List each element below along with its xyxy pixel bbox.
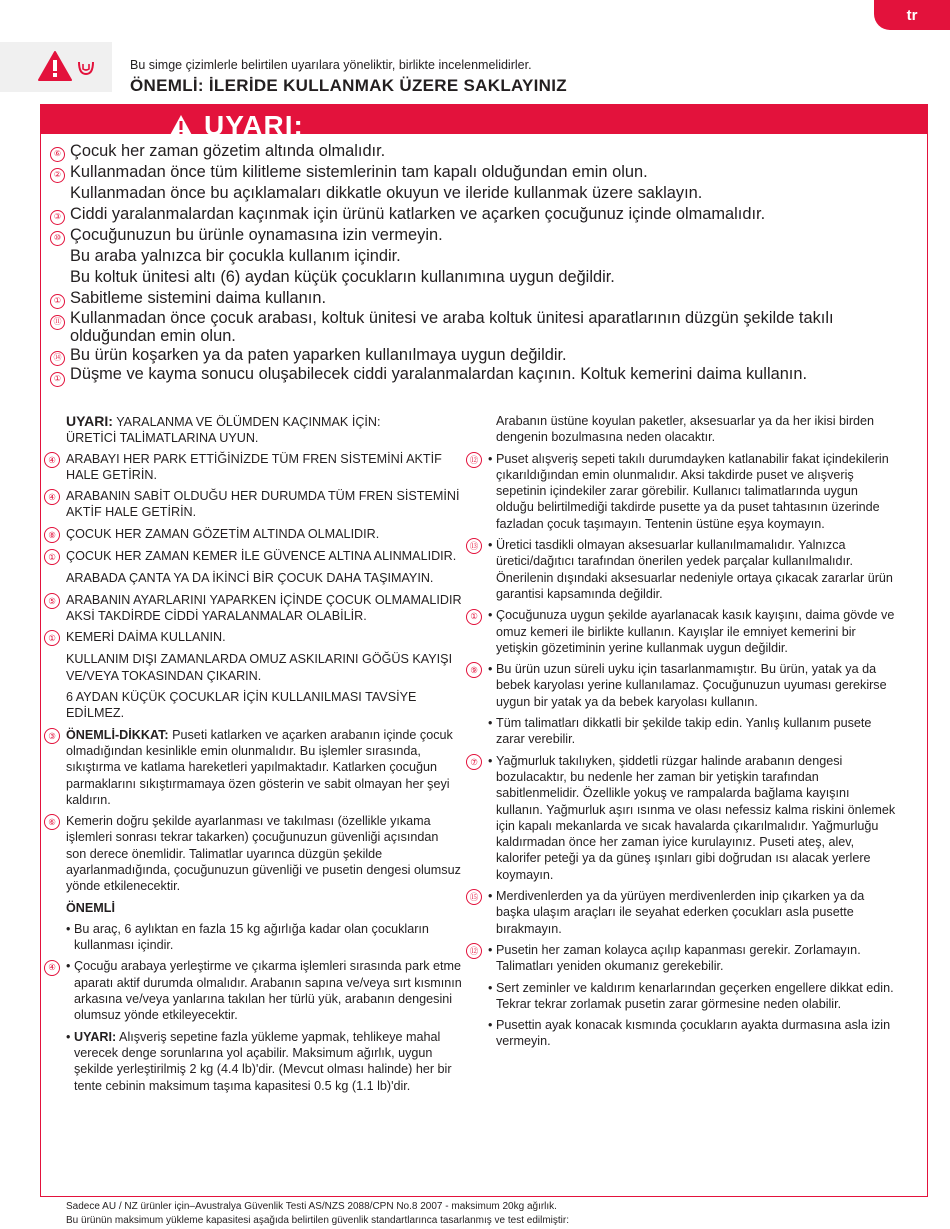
list-item-text: KEMERİ DAİMA KULLANIN.	[66, 630, 226, 645]
main-warning-text: Sabitleme sistemini daima kullanın.	[70, 289, 326, 307]
warning-subheading: ÜRETİCİ TALİMATLARINA UYUN.	[66, 431, 259, 446]
main-warning	[50, 309, 910, 345]
banner-title: UYARI:	[204, 110, 304, 134]
bullet-text: Puset alışveriş sepeti takılı durumdayken katlanabilir fakat içindekilerin çıkarıldığından emin olunmalıdır. Aksi takdirde puset ve alışveriş sepetinin içindekiler zarar görebilir. Kullanıcı talimatlarında uygun olduğu belirtilmediği takdirde pusette ya da puset tahtasının üzerinde fazladan çocuk taşımayın. Tentenin üstüne eşya koymayın.	[496, 451, 889, 531]
list-item-text: ARABADA ÇANTA YA DA İKİNCİ BİR ÇOCUK DAHA TAŞIMAYIN.	[66, 571, 434, 586]
dikkat-text: Puseti katlarken ve açarken arabanın içinde çocuk olmadığından kesinlikle emin olunmalıdır. Bu işlemler sırasında, sıkıştırma ve katlama hareketleri yapılmaktadır. Katlarken çocuğun parmaklarını sıkıştırmamaya özen gösterin ve sabit olmayan her şeyi kaldırın.	[66, 727, 453, 807]
main-warnings	[50, 141, 910, 387]
list-item	[466, 413, 896, 446]
warning-number-icon: ①	[50, 294, 65, 309]
bullet-item	[466, 661, 896, 710]
main-warning	[50, 345, 910, 366]
footer-line-1: Sadece AU / NZ ürünler için–Avustralya Güvenlik Testi AS/NZS 2088/CPN No.8 2007 - maksimum 20kg ağırlık.	[66, 1201, 557, 1212]
warning-number-icon: ⑩	[50, 231, 65, 246]
banner-warning-icon	[168, 114, 194, 134]
list-item	[44, 548, 462, 565]
bullet-icon: •	[488, 889, 493, 904]
warning-number-icon: ⑥	[50, 147, 65, 162]
main-warning	[50, 246, 910, 267]
onemli-heading	[44, 900, 462, 916]
list-item-text: KULLANIM DIŞI ZAMANLARDA OMUZ ASKILARINI GÖĞÜS KAYIŞI VE/VEYA TOKASINDAN ÇIKARIN.	[66, 652, 453, 683]
warning-number-icon: ⑨	[466, 662, 482, 678]
list-item	[44, 727, 462, 808]
main-warning-text: Bu koltuk ünitesi altı (6) aydan küçük çocukların kullanımına uygun değildir.	[70, 268, 615, 286]
main-warning	[50, 366, 910, 387]
child-seat-icon	[76, 58, 96, 78]
main-warning	[50, 225, 910, 246]
warning-heading-text: YARALANMA VE ÖLÜMDEN KAÇINMAK İÇİN:	[116, 415, 381, 429]
list-item-text: Arabanın üstüne koyulan paketler, aksesuarlar ya da her ikisi birden dengenin bozulmasına neden olacaktır.	[496, 414, 875, 445]
bullet-item	[466, 607, 896, 656]
list-item-text: ARABAYI HER PARK ETTİĞİNİZDE TÜM FREN SİSTEMİNİ AKTİF HALE GETİRİN.	[66, 451, 442, 482]
warning-heading	[66, 413, 462, 447]
warning-number-icon: ①	[44, 549, 60, 565]
bullet-item	[466, 537, 896, 602]
bullet-text: Merdivenlerden ya da yürüyen merdivenlerden inip çıkarken ya da başka ulaşım araçları ile seyahat ederken çocukları asla pusette bırakmayın.	[496, 889, 865, 936]
warning-number-icon: ⑭	[50, 351, 65, 366]
language-tab	[874, 0, 950, 30]
warning-number-icon: ⑪	[50, 315, 65, 330]
dikkat-label: ÖNEMLİ-DİKKAT:	[66, 727, 169, 742]
warning-number-icon: ④	[44, 489, 60, 505]
bullet-item	[44, 1029, 462, 1094]
warning-number-icon: ①	[50, 372, 65, 387]
bullet-icon: •	[66, 921, 71, 936]
bullet-item	[44, 921, 462, 954]
main-warning-text: Kullanmadan önce bu açıklamaları dikkatle okuyun ve ileride kullanmak üzere saklayın.	[70, 184, 703, 202]
bullet-text: Pusettin ayak konacak kısmında çocukların ayakta durmasına asla izin vermeyin.	[496, 1018, 891, 1049]
footer-line-2: Bu ürünün maksimum yükleme kapasitesi aşağıda belirtilen güvenlik standartlarınca tasarlanmış ve test edilmiştir:	[66, 1214, 570, 1226]
warning-number-icon: ①	[466, 609, 482, 625]
bullet-text: Sert zeminler ve kaldırım kenarlarından geçerken engellere dikkat edin. Tekrar tekrar zorlamak pusetin zarar görmesine neden olabilir.	[496, 980, 894, 1011]
language-tab-label: tr	[906, 6, 918, 24]
bullet-icon: •	[66, 1029, 71, 1044]
main-warning-text: Çocuk her zaman gözetim altında olmalıdır.	[70, 142, 386, 160]
bullet-item	[466, 942, 896, 975]
main-warning	[50, 204, 910, 225]
warning-number-icon: ④	[44, 960, 60, 976]
bullet-icon: •	[488, 1018, 493, 1033]
bullet-icon: •	[488, 608, 493, 623]
list-item-text: Kemerin doğru şekilde ayarlanması ve takılması (özellikle yıkama işlemleri sonrası tekrar takarken) çocuğunuzun güvenliği açısından son derece önemlidir. Talimatlar uyarınca düzgün şekilde ayarlanmadığında, çocuğunuzun güvenliği ve pusetin dengesi olumsuz yönde etkilenecektir.	[66, 814, 461, 894]
left-column	[44, 413, 462, 1099]
warning-triangle-icon	[38, 50, 72, 82]
warning-number-icon: ⑤	[44, 593, 60, 609]
bullet-label: UYARI:	[74, 1029, 117, 1044]
bullet-icon: •	[488, 538, 493, 553]
list-item	[44, 629, 462, 646]
warning-number-icon: ⑫	[466, 943, 482, 959]
list-item-text: 6 AYDAN KÜÇÜK ÇOCUKLAR İÇİN KULLANILMASI TAVSİYE EDİLMEZ.	[66, 690, 417, 721]
list-item	[44, 451, 462, 484]
main-warning	[50, 141, 910, 162]
warning-label: UYARI:	[66, 413, 113, 429]
keep-title: ÖNEMLİ: İLERİDE KULLANMAK ÜZERE SAKLAYINIZ	[130, 76, 567, 92]
warning-number-icon: ③	[50, 210, 65, 225]
warning-number-icon: ④	[44, 452, 60, 468]
main-warning-text: Kullanmadan önce tüm kilitleme sistemlerinin tam kapalı olduğundan emin olun.	[70, 163, 648, 181]
warning-number-icon: ①	[44, 630, 60, 646]
main-warning-text: Bu araba yalnızca bir çocukla kullanım içindir.	[70, 247, 401, 265]
list-item-text: ARABANIN AYARLARINI YAPARKEN İÇİNDE ÇOCUK OLMAMALIDIR AKSİ TAKDİRDE CİDDİ YARALANMALAR OLABİLİR.	[66, 592, 462, 623]
warning-number-icon: ②	[50, 168, 65, 183]
warning-number-icon: ⑫	[466, 452, 482, 468]
list-item-text: ÇOCUK HER ZAMAN KEMER İLE GÜVENCE ALTINA ALINMALIDIR.	[66, 549, 457, 564]
list-item	[44, 592, 462, 625]
bullet-text: Bu ürün uzun süreli uyku için tasarlanmamıştır. Bu ürün, yatak ya da bebek karyolası yerine kullanılamaz. Çocuğunuzun uyuması gerekirse uygun bir yatak ya da bebek karyolası kullanın.	[496, 662, 887, 709]
main-warning-text: Kullanmadan önce çocuk arabası, koltuk ünitesi ve araba koltuk ünitesi aparatlarının düzgün şekilde takılı olduğundan emin olun.	[70, 309, 834, 345]
warning-number-icon: ③	[44, 728, 60, 744]
bullet-text: Alışveriş sepetine fazla yükleme yapmak, tehlikeye mahal verecek denge sorunlarına yol açabilir. Maksimum ağırlık, uygun şekilde yerleştirilmiş 2 kg (4.4 lb)'dir. (Mevcut olması halinde) her bir tente cebinin maksimum taşıma kapasitesi 0.5 kg (1.1 lb)'dir.	[74, 1029, 452, 1093]
bullet-text: Tüm talimatları dikkatli bir şekilde takip edin. Yanlış kullanım pusete zarar verebilir.	[496, 716, 872, 747]
bullet-item	[466, 1017, 896, 1050]
main-warning-text: Bu ürün koşarken ya da paten yaparken kullanılmaya uygun değildir.	[70, 346, 567, 364]
list-item	[44, 813, 462, 894]
warning-number-icon: ⑮	[466, 889, 482, 905]
main-warning	[50, 183, 910, 204]
bullet-item	[466, 980, 896, 1013]
warning-number-icon: ⑦	[466, 754, 482, 770]
bullet-icon: •	[488, 980, 493, 995]
bullet-icon: •	[488, 942, 493, 957]
main-warning	[50, 267, 910, 288]
list-item	[44, 689, 462, 722]
symbol-note: Bu simge çizimlerle belirtilen uyarılara yöneliktir, birlikte incelenmelidirler.	[130, 58, 532, 72]
main-warning	[50, 288, 910, 309]
bullet-item	[44, 958, 462, 1023]
bullet-text: Çocuğunuza uygun şekilde ayarlanacak kasık kayışını, daima gövde ve omuz kemeri ile birlikte kullanın. Kayışlar ile emniyet kemerini bir yetişkin gözetiminin yerine kullanmak uygun değildir.	[496, 608, 895, 655]
warning-banner	[40, 104, 928, 134]
list-item-text: ÇOCUK HER ZAMAN GÖZETİM ALTINDA OLMALIDIR.	[66, 526, 380, 541]
list-item	[44, 488, 462, 521]
bullet-item	[466, 715, 896, 748]
warning-number-icon: ⑧	[44, 527, 60, 543]
bullet-icon: •	[66, 959, 71, 974]
list-item	[44, 570, 462, 586]
list-item	[44, 651, 462, 684]
bullet-item	[466, 451, 896, 532]
main-warning-text: Düşme ve kayma sonucu oluşabilecek ciddi yaralanmalardan kaçının. Koltuk kemerini daima kullanın.	[70, 365, 808, 383]
footer-notes	[66, 1200, 569, 1227]
bullet-text: Yağmurluk takılıyken, şiddetli rüzgar halinde arabanın dengesi bozulacaktır, bu nedenle her zaman bir yetişkin tarafından sabitlenmelidir. Özellikle yokuş ve rampalarda bağlama kayışını kullanın. Yağmurluk aşırı ısınma ve olası nefessiz kalma riskini önlemek için kapalı mekanlarda ve sıcak havalarda çıkarılmalıdır. Yağmurluğu kaldırmadan önce her zaman iyice kurulayınız. Puseti ateş, alev, kalorifer peteği ya da güneş ışınları gibi doğrudan ısı alacak yerlere koymayın.	[496, 753, 896, 882]
warning-number-icon: ⑬	[466, 538, 482, 554]
bullet-icon: •	[488, 716, 493, 731]
list-item-text: ARABANIN SABİT OLDUĞU HER DURUMDA TÜM FREN SİSTEMİNİ AKTİF HALE GETİRİN.	[66, 489, 460, 520]
main-warning-text: Ciddi yaralanmalardan kaçınmak için ürünü katlarken ve açarken çocuğunuz içinde olmamalıdır.	[70, 205, 766, 223]
onemli-label: ÖNEMLİ	[66, 900, 115, 915]
bullet-text: Bu araç, 6 aylıktan en fazla 15 kg ağırlığa kadar olan çocukların kullanması içindir.	[74, 921, 429, 953]
bullet-icon: •	[488, 753, 493, 768]
list-item	[44, 526, 462, 543]
bullet-text: Pusetin her zaman kolayca açılıp kapanması gerekir. Zorlamayın. Talimatları yeniden okumanız gerekebilir.	[496, 942, 861, 974]
main-warning-text: Çocuğunuzun bu ürünle oynamasına izin vermeyin.	[70, 226, 443, 244]
warning-number-icon: ⑥	[44, 814, 60, 830]
right-column	[466, 413, 896, 1055]
bullet-item	[466, 753, 896, 883]
bullet-icon: •	[488, 451, 493, 466]
bullet-text: Çocuğu arabaya yerleştirme ve çıkarma işlemleri sırasında park etme aparatı aktif durumda olmalıdır. Arabanın sapına ve/veya sırt kısmının arkasına ve/veya yanlarına takılan her türlü yük, arabanın dengesini olumsuz yönde etkileyecektir.	[74, 959, 462, 1023]
bullet-icon: •	[488, 662, 493, 677]
bullet-text: Üretici tasdikli olmayan aksesuarlar kullanılmamalıdır. Yalnızca üretici/dağıtıcı tarafından önerilen yedek parçalar kullanılmalıdır. Önerilenin dışındaki aksesuarlar nedeniyle ortaya çıkacak zararlar ürün garantisi kapsamında değildir.	[496, 538, 893, 601]
main-warning	[50, 162, 910, 183]
bullet-item	[466, 888, 896, 937]
